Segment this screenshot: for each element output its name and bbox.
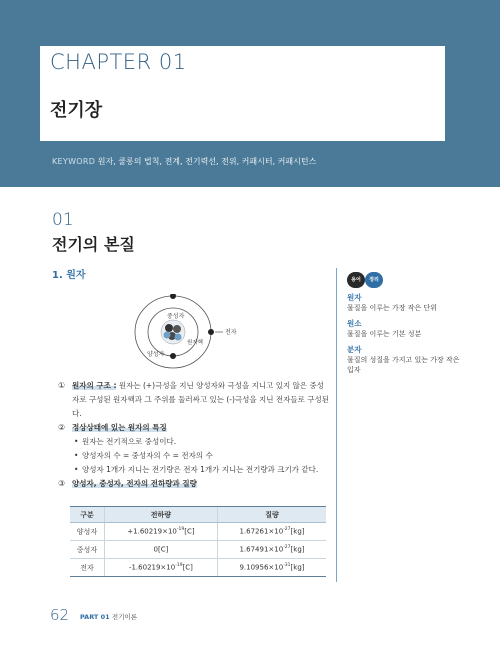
particle-dark-2 (173, 325, 181, 333)
glossary-badges (347, 272, 407, 288)
bullet-item: • 양성자의 수 = 중성자의 수 = 전자의 수 (74, 451, 213, 460)
part-title: 전기이론 (111, 613, 138, 621)
chapter-title: 전기장 (50, 100, 103, 121)
body-list (58, 379, 330, 491)
table-row: 전자 $-1.60219\times 10^{-19}[C]$ $9.10956\times 10^{-31}[kg]$ (70, 559, 326, 577)
nucleus (161, 320, 185, 344)
keyword-line (52, 156, 316, 167)
nucleus-label: 원자핵 (187, 340, 203, 346)
term-definition: 물질의 성질을 가지고 있는 가장 작은 입자 (347, 356, 460, 374)
chapter-title-box (40, 46, 445, 141)
particle-property-table (70, 506, 326, 577)
electron-top (170, 294, 176, 299)
term-name: 원자 (347, 293, 362, 302)
electron-bottom (170, 353, 176, 359)
glossary-list (347, 292, 462, 380)
neutron-label: 중성자 (167, 313, 185, 320)
bullet-item: • 양성자 1개가 지니는 전기량은 전자 1개가 지니는 전기량과 크기가 같다. (74, 465, 319, 474)
glossary-term (347, 318, 462, 339)
glossary-term (347, 292, 462, 313)
list-item (58, 421, 330, 435)
column-header: 전하량 (104, 507, 217, 523)
section-number: 01 (52, 210, 74, 230)
column-header: 질량 (217, 507, 326, 523)
part-label: PART 01 (80, 613, 110, 621)
column-header: 구분 (70, 507, 104, 523)
bullet-item: • 원자는 전기적으로 중성이다. (74, 437, 177, 446)
table-header-row (70, 507, 326, 523)
glossary-badge-left: 용어 (347, 272, 365, 288)
keyword-heading: KEYWORD (52, 157, 96, 166)
list-item (58, 477, 330, 491)
item-number: ② (58, 423, 66, 432)
glossary-term (347, 344, 462, 375)
table-row: 중성자 0[C] $1.67491\times 10^{-27}[kg]$ (70, 541, 326, 559)
particle-blue-2 (164, 332, 171, 339)
item-body: 원자는 (+)극성을 지닌 양성자와 극성을 지니고 있지 않은 중성자로 구성된 원자핵과 그 주위를 둘러싸고 있는 (-)극성을 지닌 전자들로 구성된다. (72, 381, 329, 418)
keyword-list: 원자, 쿨롱의 법칙, 전계, 전기력선, 전위, 커패시터, 커패시턴스 (97, 157, 317, 166)
sidebar-divider (336, 268, 337, 582)
subsection-title: 1. 원자 (52, 270, 86, 281)
particle-blue-1 (175, 334, 182, 341)
term-name: 원소 (347, 319, 362, 328)
chapter-header-band (0, 0, 500, 187)
item-label: 정상상태에 있는 원자의 특징 (72, 423, 167, 432)
bullet-list (58, 435, 330, 477)
term-name: 분자 (347, 345, 362, 354)
term-definition: 물질을 이루는 가장 작은 단위 (347, 304, 438, 312)
glossary-badge-right: 정리 (365, 272, 383, 288)
proton-label: 양성자 (147, 351, 165, 358)
particle-dark-1 (165, 324, 173, 332)
electron-right (208, 329, 214, 335)
item-number: ③ (58, 479, 66, 488)
page-number: 62 (50, 606, 70, 624)
atom-diagram (125, 294, 255, 369)
item-label: 원자의 구조 : (72, 381, 117, 390)
item-label: 양성자, 중성자, 전자의 전하량과 질량 (72, 479, 197, 488)
electron-label: 전자 (225, 329, 237, 336)
term-definition: 물질을 이루는 기본 성분 (347, 330, 422, 338)
chapter-label: CHAPTER 01 (50, 50, 187, 74)
list-item (58, 379, 330, 421)
item-number: ① (58, 381, 66, 390)
table-row: 양성자 $+1.60219\times 10^{-19}[C]$ $1.67261\times 10^{-27}[kg]$ (70, 523, 326, 541)
section-title: 전기의 본질 (52, 235, 135, 254)
footer-part (80, 612, 137, 621)
